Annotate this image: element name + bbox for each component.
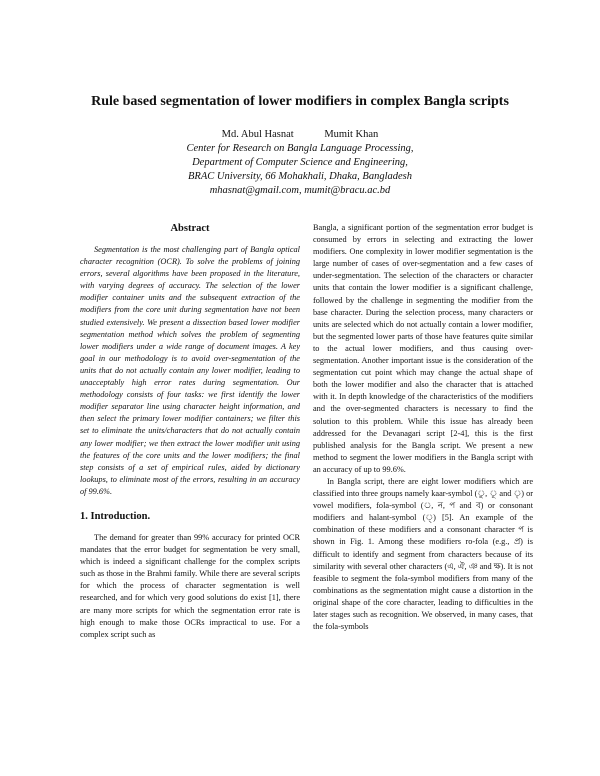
affiliation-line: Center for Research on Bangla Language Processing,: [186, 143, 414, 154]
body-paragraph: In Bangla script, there are eight lower modifiers which are classified into three groups namely kaar-symbol (ু, ূ and ৃ) or vowel modifiers, fola-symbol (্র, ন, প and ব) or consonant modifiers and halant-symbol (্) [5]. An example of the combination of these modifiers and a consonant character প is shown in Fig. 1. Among these modifiers ro-fola (e.g., প্র) is difficult to identify and segment from characters because of its similarity with several other characters (এ, ঐ, ঞ and ক্ষ). It is not feasible to segment the fola-symbol modifiers from many of the combinations as the segmentation might cause a distortion in the original shape of the core character, leading to difficulties in the later stages such as recognition. We observed, in many cases, that the fola-symbols: [313, 476, 533, 632]
affiliation-line: Department of Computer Science and Engineering,: [192, 157, 408, 168]
author-list: [40, 128, 560, 142]
introduction-heading: 1. Introduction.: [80, 510, 151, 522]
abstract-text: Segmentation is the most challenging part of Bangla optical character recognition (OCR). To solve the problems of joining errors, several algorithms have been proposed in the literature, with varying degrees of accuracy. The selection of the lower modifier container units and the subsequent extraction of the modifiers from the core unit during segmentation have not been studied extensively. We present a dissection based lower modifier segmentation method which solves the problem of segmenting lower modifiers under a wide range of document images. A key goal in our methodology is to avoid over-segmentation of the units that do not actually contain any lower modifier, leading to unacceptably high error rates during segmentation. Our methodology consists of four tasks: we first identify the lower modifier separator line using character height information, and then select the primary lower modifier containers; we filter this set to eliminate the units/characters that do not actually contain any lower modifier; we then extract the lower modifier unit using the features of the core units and the lower modifiers; the final step consists of a set of empirical rules, aided by dictionary lookups, to eliminate most of the errors, resulting in an accuracy of 99.6%.: [80, 245, 300, 496]
affiliation-line: BRAC University, 66 Mohakhali, Dhaka, Bangladesh: [188, 171, 412, 182]
author-name: Mumit Khan: [324, 129, 379, 140]
email-line: mhasnat@gmail.com, mumit@bracu.ac.bd: [209, 185, 391, 196]
author-name: Md. Abul Hasnat: [221, 129, 294, 140]
affiliation-block: [60, 142, 540, 198]
abstract-heading: Abstract: [170, 223, 210, 234]
intro-paragraph: The demand for greater than 99% accuracy for printed OCR mandates that the error budget for segmentation be very small, which is indeed a significant challenge for the complex scripts such as those in the Brahmi family. While there are several scripts for which the process of character segmentation is well researched, and for which very good solutions do exist [1], there are many more scripts for which the segmentation error rate is high enough to make those OCRs impractical to use. For a complex script such as: [80, 532, 300, 639]
left-column: [80, 222, 300, 641]
right-column: [313, 222, 533, 633]
paper-title: Rule based segmentation of lower modifiers in complex Bangla scripts: [91, 94, 509, 109]
body-paragraph: Bangla, a significant portion of the segmentation error budget is consumed by errors in selecting and extracting the lower modifiers. One complexity in lower modifier segmentation is the large number of cases of over-segmentation and a few cases of under-segmentation. The selection of the characters or character units that contain the lower modifier is a significant challenge, followed by the challenge in segmenting the modifier from the base character. During the selection process, many characters or units are selected which do not actually contain a lower modifier, but the segmented lower parts of those have features quite similar to the actual lower modifiers, and thus causing over-segmentation. Another important issue is the consideration of the segmentation cut point which may change the actual shape of both the lower modifier and also the character that is attached with it. In depth knowledge of the characteristics of the modifiers and the over-segmented characters is necessary to find the solution to this problem. While this issue has already been addressed for the Devanagari script [2-4], this is the first published analysis for the Bangla script. We present a new method to segment the lower modifiers in the Bangla script with an accuracy of up to 99.6%.: [313, 223, 533, 474]
